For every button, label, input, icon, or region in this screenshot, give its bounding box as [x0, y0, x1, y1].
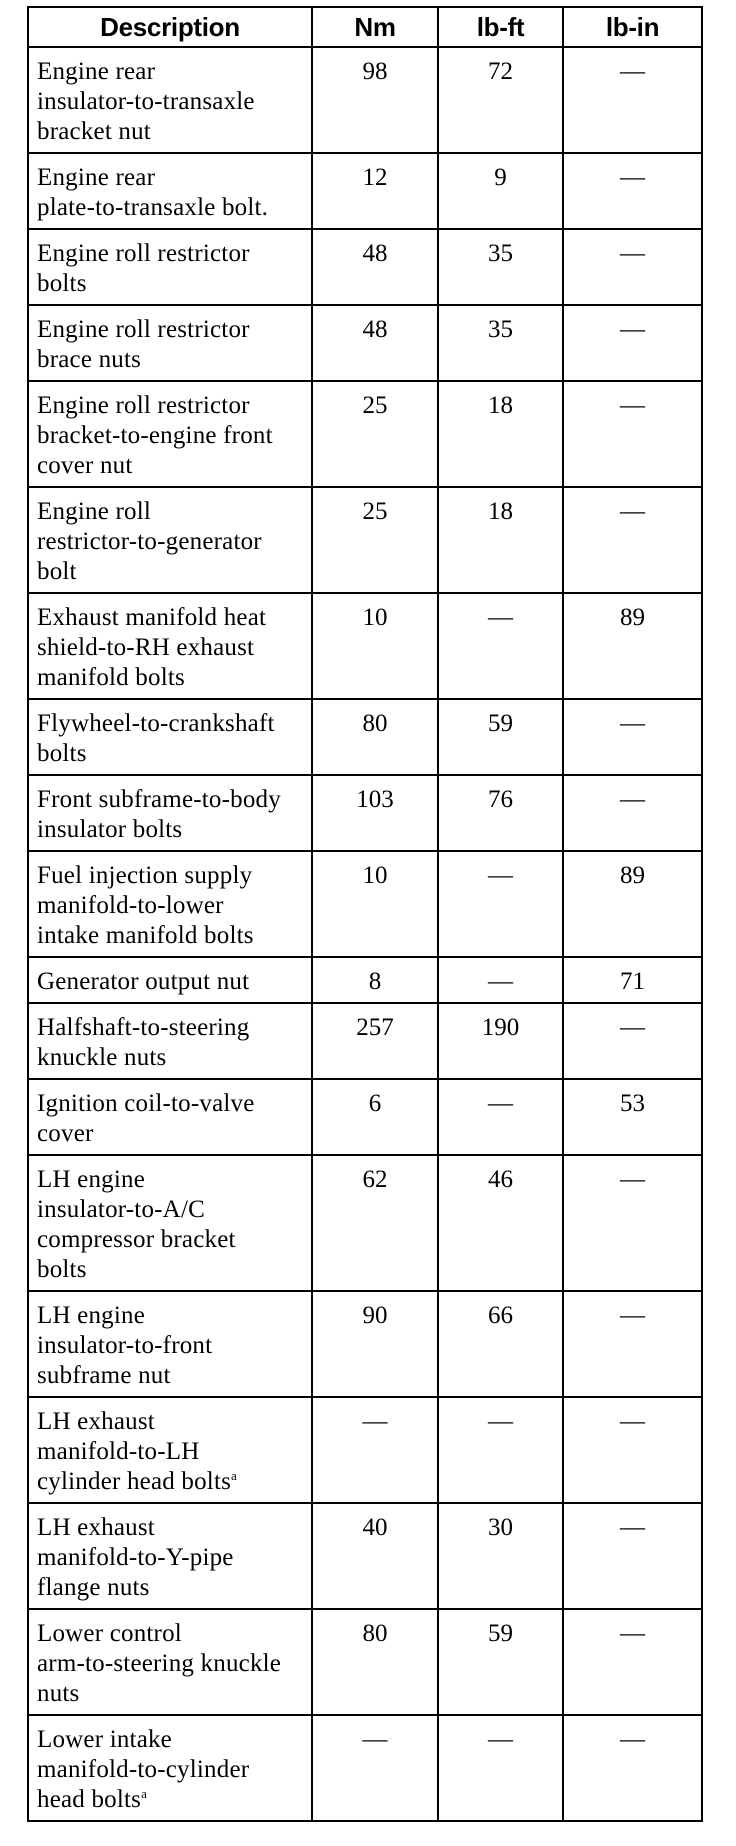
- description-cell: [28, 47, 312, 153]
- lb-ft-cell: 72: [438, 47, 563, 153]
- lb-ft-cell: —: [438, 593, 563, 699]
- header-nm: Nm: [312, 7, 438, 47]
- description-cell: [28, 1291, 312, 1397]
- description-cell: [28, 593, 312, 699]
- nm-cell: 40: [312, 1503, 438, 1609]
- description-text: Engine rear insulator-to-transaxle bracket nut: [37, 58, 255, 145]
- description-cell: [28, 699, 312, 775]
- lb-in-cell: —: [563, 699, 702, 775]
- nm-cell: 62: [312, 1155, 438, 1291]
- description-text: Engine roll restrictor-to-generator bolt: [37, 498, 262, 585]
- lb-ft-cell: 190: [438, 1003, 563, 1079]
- lb-ft-cell: 76: [438, 775, 563, 851]
- nm-cell: 12: [312, 153, 438, 229]
- nm-cell: 25: [312, 381, 438, 487]
- nm-cell: 257: [312, 1003, 438, 1079]
- description-text: LH exhaust manifold-to-LH cylinder head bolts: [37, 1408, 232, 1495]
- footnote-marker: a: [231, 1468, 238, 1483]
- table-row: [28, 1079, 702, 1155]
- table-row: [28, 957, 702, 1003]
- description-text: Engine roll restrictor bracket-to-engine front cover nut: [37, 392, 273, 479]
- table-row: [28, 381, 702, 487]
- lb-in-cell: —: [563, 775, 702, 851]
- header-lb-ft: lb-ft: [438, 7, 563, 47]
- nm-cell: 48: [312, 305, 438, 381]
- lb-ft-cell: 35: [438, 305, 563, 381]
- table-body: [28, 47, 702, 1821]
- table-row: [28, 593, 702, 699]
- torque-spec-table: [27, 6, 703, 1822]
- nm-cell: —: [312, 1397, 438, 1503]
- description-text: Halfshaft-to-steering knuckle nuts: [37, 1014, 250, 1071]
- lb-in-cell: —: [563, 1715, 702, 1821]
- lb-in-cell: 53: [563, 1079, 702, 1155]
- table-row: [28, 851, 702, 957]
- lb-ft-cell: —: [438, 851, 563, 957]
- description-cell: [28, 153, 312, 229]
- table-row: [28, 1715, 702, 1821]
- lb-ft-cell: 59: [438, 699, 563, 775]
- description-cell: [28, 775, 312, 851]
- lb-in-cell: —: [563, 305, 702, 381]
- description-text: Engine roll restrictor bolts: [37, 240, 250, 297]
- description-cell: [28, 1003, 312, 1079]
- lb-ft-cell: 59: [438, 1609, 563, 1715]
- header-row: [28, 7, 702, 47]
- lb-in-cell: 89: [563, 593, 702, 699]
- lb-ft-cell: —: [438, 1079, 563, 1155]
- description-text: Ignition coil-to-valve cover: [37, 1090, 255, 1147]
- description-cell: [28, 487, 312, 593]
- lb-ft-cell: 18: [438, 487, 563, 593]
- nm-cell: 25: [312, 487, 438, 593]
- table-row: [28, 1155, 702, 1291]
- nm-cell: 48: [312, 229, 438, 305]
- table-row: [28, 153, 702, 229]
- lb-ft-cell: 66: [438, 1291, 563, 1397]
- description-text: Lower control arm-to-steering knuckle nuts: [37, 1620, 282, 1707]
- description-cell: [28, 1079, 312, 1155]
- lb-ft-cell: 9: [438, 153, 563, 229]
- nm-cell: 103: [312, 775, 438, 851]
- table-row: [28, 1003, 702, 1079]
- description-cell: [28, 305, 312, 381]
- description-text: Flywheel-to-crankshaft bolts: [37, 710, 275, 767]
- description-text: Engine roll restrictor brace nuts: [37, 316, 250, 373]
- lb-ft-cell: 46: [438, 1155, 563, 1291]
- nm-cell: 10: [312, 593, 438, 699]
- description-cell: [28, 1397, 312, 1503]
- lb-in-cell: —: [563, 1155, 702, 1291]
- table-row: [28, 229, 702, 305]
- description-cell: [28, 1155, 312, 1291]
- nm-cell: 80: [312, 1609, 438, 1715]
- lb-in-cell: —: [563, 1609, 702, 1715]
- header-description: Description: [28, 7, 312, 47]
- description-cell: [28, 229, 312, 305]
- nm-cell: 6: [312, 1079, 438, 1155]
- table-row: [28, 1609, 702, 1715]
- description-text: LH engine insulator-to-front subframe nut: [37, 1302, 213, 1389]
- description-text: Front subframe-to-body insulator bolts: [37, 786, 281, 843]
- description-text: LH exhaust manifold-to-Y-pipe flange nuts: [37, 1514, 234, 1601]
- lb-in-cell: —: [563, 1003, 702, 1079]
- description-text: Engine rear plate-to-transaxle bolt.: [37, 164, 269, 221]
- description-cell: [28, 1503, 312, 1609]
- lb-in-cell: —: [563, 153, 702, 229]
- description-cell: [28, 1715, 312, 1821]
- description-cell: [28, 381, 312, 487]
- nm-cell: 8: [312, 957, 438, 1003]
- lb-ft-cell: 35: [438, 229, 563, 305]
- nm-cell: 10: [312, 851, 438, 957]
- lb-in-cell: —: [563, 1397, 702, 1503]
- nm-cell: —: [312, 1715, 438, 1821]
- description-cell: [28, 851, 312, 957]
- lb-in-cell: —: [563, 1291, 702, 1397]
- lb-in-cell: —: [563, 47, 702, 153]
- table-row: [28, 47, 702, 153]
- lb-in-cell: —: [563, 229, 702, 305]
- nm-cell: 98: [312, 47, 438, 153]
- table-row: [28, 699, 702, 775]
- table-row: [28, 775, 702, 851]
- lb-in-cell: —: [563, 1503, 702, 1609]
- table-row: [28, 487, 702, 593]
- nm-cell: 90: [312, 1291, 438, 1397]
- description-text: Generator output nut: [37, 968, 250, 995]
- table-row: [28, 1397, 702, 1503]
- lb-in-cell: 89: [563, 851, 702, 957]
- description-text: Fuel injection supply manifold-to-lower intake manifold bolts: [37, 862, 254, 949]
- lb-ft-cell: 30: [438, 1503, 563, 1609]
- header-lb-in: lb-in: [563, 7, 702, 47]
- lb-in-cell: 71: [563, 957, 702, 1003]
- description-cell: [28, 1609, 312, 1715]
- description-text: Exhaust manifold heat shield-to-RH exhaust manifold bolts: [37, 604, 267, 691]
- table-row: [28, 1503, 702, 1609]
- lb-ft-cell: —: [438, 1715, 563, 1821]
- lb-ft-cell: —: [438, 1397, 563, 1503]
- table-row: [28, 1291, 702, 1397]
- nm-cell: 80: [312, 699, 438, 775]
- description-text: LH engine insulator-to-A/C compressor bracket bolts: [37, 1166, 236, 1283]
- lb-ft-cell: —: [438, 957, 563, 1003]
- lb-ft-cell: 18: [438, 381, 563, 487]
- lb-in-cell: —: [563, 381, 702, 487]
- footnote-marker: a: [141, 1786, 148, 1801]
- description-text: Lower intake manifold-to-cylinder head bolts: [37, 1726, 250, 1813]
- description-cell: [28, 957, 312, 1003]
- table-row: [28, 305, 702, 381]
- lb-in-cell: —: [563, 487, 702, 593]
